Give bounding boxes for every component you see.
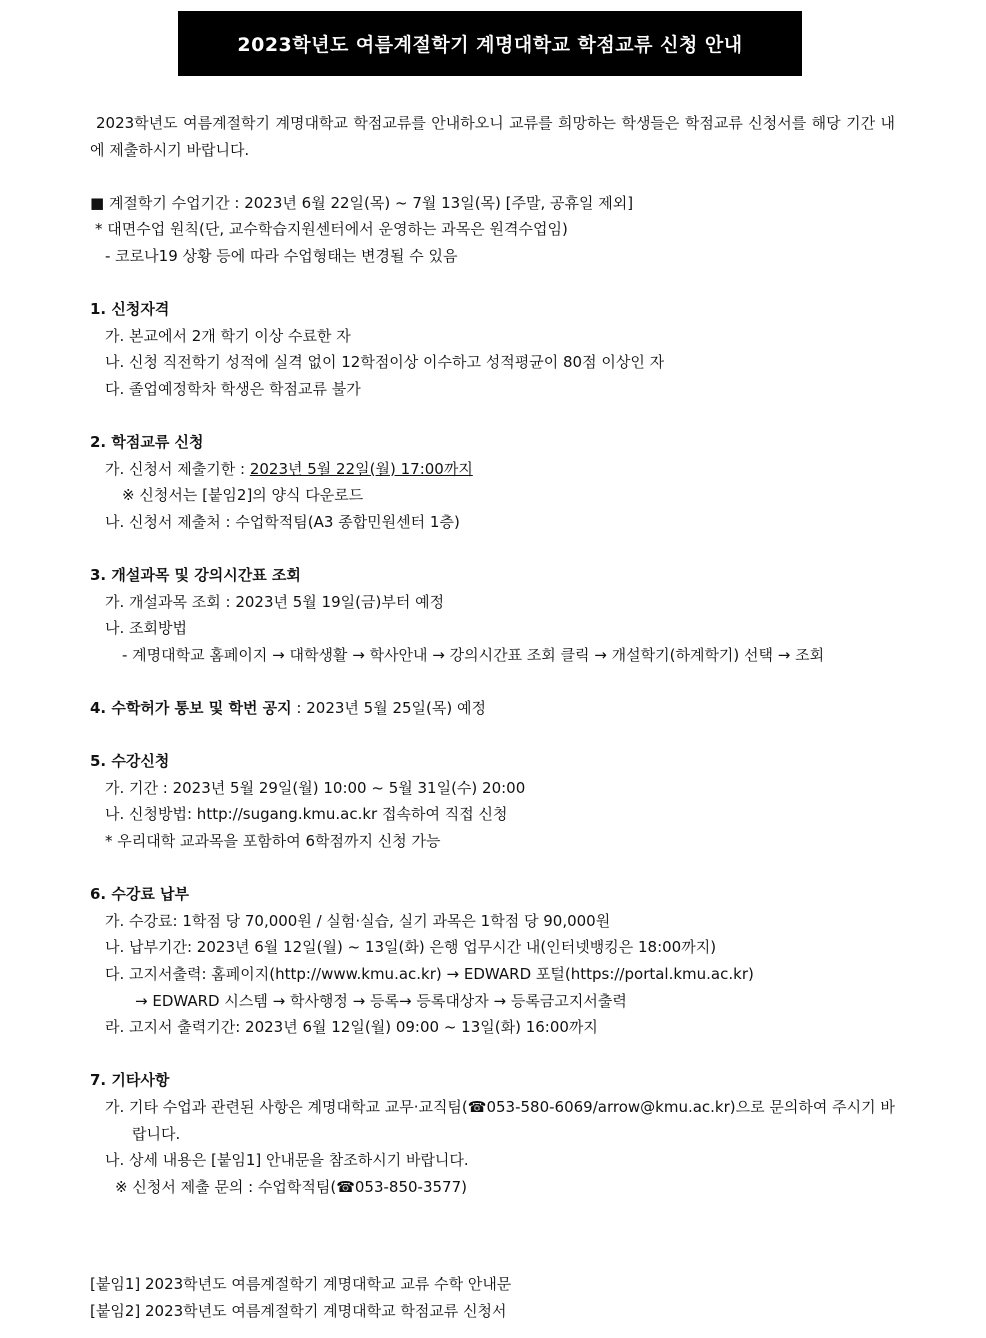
section-4-heading: 4. 수학허가 통보 및 학번 공지	[90, 699, 292, 718]
section-7-heading: 7. 기타사항	[90, 1071, 170, 1090]
s7-note: ※ 신청서 제출 문의 : 수업학적팀(☎053-850-3577)	[115, 1177, 467, 1196]
semester-period: ■ 계절학기 수업기간 : 2023년 6월 22일(목) ~ 7월 13일(목) [주말, 공휴일 제외]	[90, 193, 634, 212]
s2-item-b: 나. 신청서 제출처 : 수업학적팀(A3 종합민원센터 1층)	[105, 512, 460, 531]
s3-item-b: 나. 조회방법	[105, 619, 187, 638]
section-6-heading: 6. 수강료 납부	[90, 885, 190, 904]
s6-item-a: 가. 수강료: 1학점 당 70,000원 / 실험·실습, 실기 과목은 1학점 당 90,000원	[105, 911, 611, 930]
s6-item-b: 나. 납부기간: 2023년 6월 12일(월) ~ 13일(화) 은행 업무시간 내(인터넷뱅킹은 18:00까지)	[105, 938, 717, 957]
s2-deadline-label: 가. 신청서 제출기한 :	[105, 459, 250, 478]
s5-item-a: 가. 기간 : 2023년 5월 29일(월) 10:00 ~ 5월 31일(수) 20:00	[105, 778, 526, 797]
intro-paragraph: 2023학년도 여름계절학기 계명대학교 학점교류를 안내하오니 교류를 희망하는 학생들은 학점교류 신청서를 해당 기간 내에 제출하시기 바랍니다.	[90, 114, 895, 159]
section-4-line	[90, 695, 895, 722]
s1-item-c: 다. 졸업예정학차 학생은 학점교류 불가	[105, 379, 361, 398]
section-5-heading: 5. 수강신청	[90, 752, 170, 771]
s5-note: * 우리대학 교과목을 포함하여 6학점까지 신청 가능	[105, 832, 441, 851]
s6-item-c: 다. 고지서출력: 홈페이지(http://www.kmu.ac.kr) → EDWARD 포털(https://portal.kmu.ac.kr)	[105, 965, 754, 983]
attachment-list	[90, 1271, 895, 1324]
attachment-2: [붙임2] 2023학년도 여름계절학기 계명대학교 학점교류 신청서	[90, 1301, 507, 1320]
s2-item-a-note: ※ 신청서는 [붙임2]의 양식 다운로드	[122, 486, 364, 505]
s1-item-a: 가. 본교에서 2개 학기 이상 수료한 자	[105, 326, 351, 345]
notice-body	[90, 110, 895, 1200]
s6-item-d: 라. 고지서 출력기간: 2023년 6월 12일(월) 09:00 ~ 13일(화) 16:00까지	[105, 1018, 598, 1037]
s7-item-b: 나. 상세 내용은 [붙임1] 안내문을 참조하시기 바랍니다.	[105, 1151, 469, 1170]
section-1-heading: 1. 신청자격	[90, 300, 170, 319]
page-title: 2023학년도 여름계절학기 계명대학교 학점교류 신청 안내	[178, 11, 802, 76]
s5-item-b: 나. 신청방법: http://sugang.kmu.ac.kr 접속하여 직접 신청	[105, 805, 508, 824]
period-note-2: - 코로나19 상황 등에 따라 수업형태는 변경될 수 있음	[105, 246, 458, 265]
s3-item-a: 가. 개설과목 조회 : 2023년 5월 19일(금)부터 예정	[105, 592, 445, 611]
period-note-1: * 대면수업 원칙(단, 교수학습지원센터에서 운영하는 과목은 원격수업임)	[95, 220, 568, 239]
s2-item-a	[90, 456, 895, 483]
section-3-heading: 3. 개설과목 및 강의시간표 조회	[90, 566, 301, 585]
s6-item-c-cont: → EDWARD 시스템 → 학사행정 → 등록→ 등록대상자 → 등록금고지서출력	[135, 991, 627, 1010]
section-2-heading: 2. 학점교류 신청	[90, 433, 204, 452]
attachment-1: [붙임1] 2023학년도 여름계절학기 계명대학교 교류 수학 안내문	[90, 1275, 512, 1293]
s3-item-b-detail: - 계명대학교 홈페이지 → 대학생활 → 학사안내 → 강의시간표 조회 클릭 → 개설학기(하계학기) 선택 → 조회	[122, 645, 825, 664]
s7-item-a: 가. 기타 수업과 관련된 사항은 계명대학교 교무·교직팀(☎053-580-6069/arrow@kmu.ac.kr)으로 문의하여 주시기 바랍니다.	[105, 1097, 895, 1143]
s4-text: : 2023년 5월 25일(목) 예정	[291, 699, 486, 718]
s2-deadline: 2023년 5월 22일(월) 17:00까지	[249, 459, 473, 478]
s1-item-b: 나. 신청 직전학기 성적에 실격 없이 12학점이상 이수하고 성적평균이 80점 이상인 자	[105, 353, 665, 372]
